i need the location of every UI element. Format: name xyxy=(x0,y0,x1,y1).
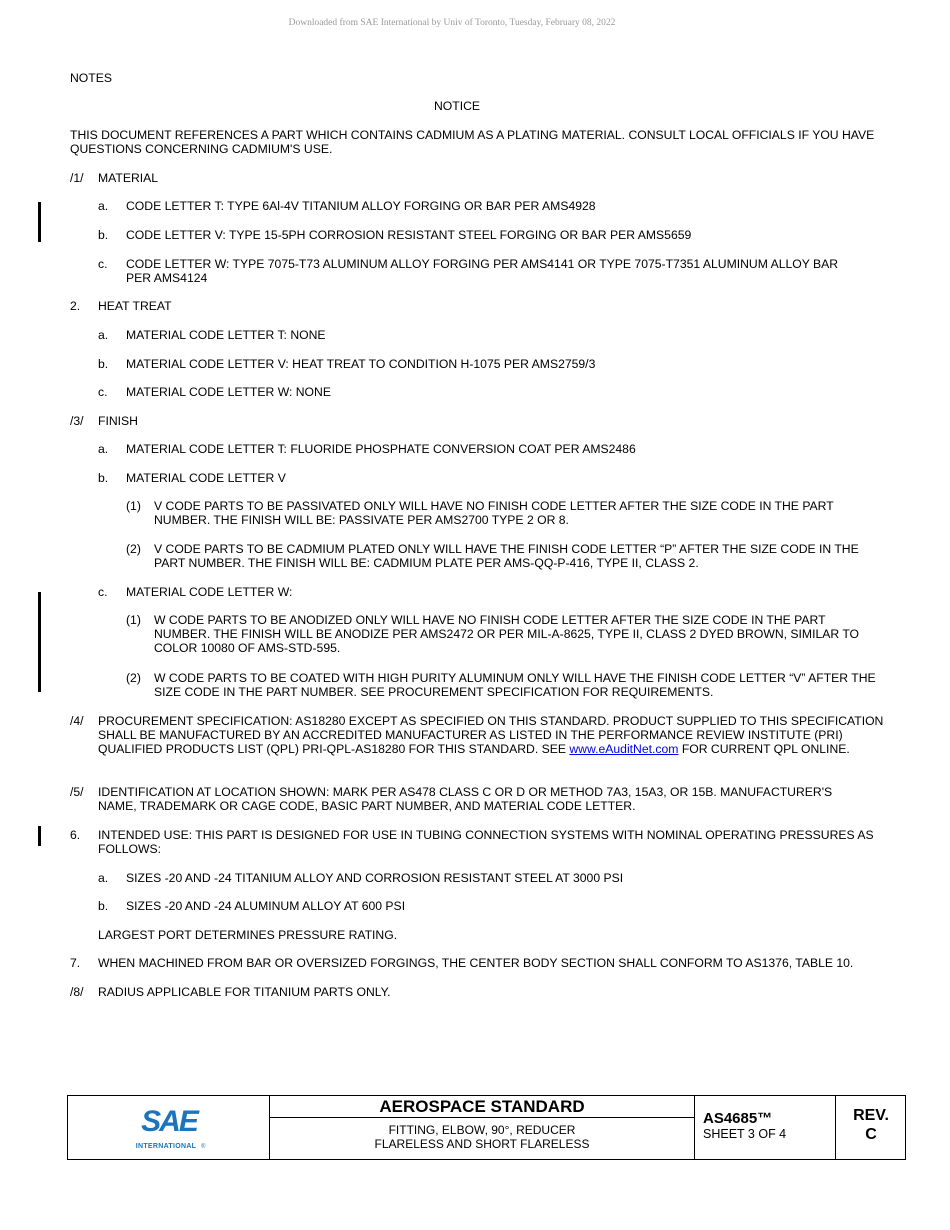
title-cell xyxy=(270,1096,695,1159)
note-text-part: PROCUREMENT SPECIFICATION: AS18280 EXCEPT AS SPECIFIED ON THIS STANDARD. PRODUCT SUPPLIED TO THIS SPECIFICATION SHALL BE MANUFACTURED BY AN ACCREDITED MANUFACTURER AS LISTED IN THE PERFORMANCE REVIEW INSTITUTE (PRI) QUALIFIED PRODUCTS LIST (QPL) PRI-QPL-AS18280 FOR THIS STANDARD. SEE xyxy=(98,714,884,757)
revision-change-bar xyxy=(38,592,41,692)
item-text: MATERIAL CODE LETTER W: xyxy=(126,585,293,599)
subitem-text: W CODE PARTS TO BE ANODIZED ONLY WILL HAVE NO FINISH CODE LETTER AFTER THE SIZE CODE IN THE PART NUMBER. THE FINISH WILL BE ANODIZE PER AMS2472 OR PER MIL-A-8625, TYPE II, CLASS 2 DYED BROWN, SIMILAR TO COLOR 10080 OF AMS-STD-595. xyxy=(154,613,860,656)
eauditnet-link[interactable]: www.eAuditNet.com xyxy=(569,742,679,757)
download-watermark: Downloaded from SAE International by Univ of Toronto, Tuesday, February 08, 2022 xyxy=(288,18,616,28)
sae-logo-wordmark: SAE xyxy=(141,1105,197,1138)
item-label: a. xyxy=(98,871,109,885)
item-text: MATERIAL CODE LETTER T: FLUORIDE PHOSPHATE CONVERSION COAT PER AMS2486 xyxy=(126,442,636,456)
subitem-label: (1) xyxy=(126,499,141,513)
item-label: a. xyxy=(98,199,109,213)
title-line: FLARELESS AND SHORT FLARELESS xyxy=(374,1137,590,1151)
title-line: FITTING, ELBOW, 90°, REDUCER xyxy=(388,1123,576,1137)
subitem-label: (2) xyxy=(126,671,141,685)
revision-label: REV. xyxy=(853,1107,889,1124)
sae-logo-subtitle: INTERNATIONAL xyxy=(135,1143,197,1150)
item-text: CODE LETTER V: TYPE 15-5PH CORROSION RESISTANT STEEL FORGING OR BAR PER AMS5659 xyxy=(126,228,692,242)
item-label: b. xyxy=(98,357,109,371)
title-block xyxy=(67,1095,906,1160)
subitem-text: V CODE PARTS TO BE CADMIUM PLATED ONLY WILL HAVE THE FINISH CODE LETTER “P” AFTER THE SIZE CODE IN THE PART NUMBER. THE FINISH WILL BE: CADMIUM PLATE PER AMS-QQ-P-416, TYPE II, CLASS 2. xyxy=(154,542,859,571)
item-text: MATERIAL CODE LETTER T: NONE xyxy=(126,328,326,342)
item-label: c. xyxy=(98,257,108,271)
note-marker: /8/ xyxy=(70,985,84,999)
document-number: AS4685™ xyxy=(703,1110,773,1127)
note-title: MATERIAL xyxy=(98,171,159,185)
item-text: MATERIAL CODE LETTER V: HEAT TREAT TO CONDITION H-1075 PER AMS2759/3 xyxy=(126,357,596,371)
note-marker: /1/ xyxy=(70,171,84,185)
note-text: IDENTIFICATION AT LOCATION SHOWN: MARK PER AS478 CLASS C OR D OR METHOD 7A3, 15A3, OR 15B. MANUFACTURER'S NAME, TRADEMARK OR CAGE CODE, BASIC PART NUMBER, AND MATERIAL CODE LETTER. xyxy=(98,785,833,814)
item-label: b. xyxy=(98,228,109,242)
registered-mark: ® xyxy=(201,1144,206,1150)
note-text xyxy=(98,714,893,757)
note-text: RADIUS APPLICABLE FOR TITANIUM PARTS ONLY. xyxy=(98,985,391,999)
notice-text: THIS DOCUMENT REFERENCES A PART WHICH CONTAINS CADMIUM AS A PLATING MATERIAL. CONSULT LOCAL OFFICIALS IF YOU HAVE QUESTIONS CONCERNING CADMIUM'S USE. xyxy=(70,128,875,157)
document-category: AEROSPACE STANDARD xyxy=(270,1096,694,1118)
note-marker: 7. xyxy=(70,956,81,970)
item-text: MATERIAL CODE LETTER V xyxy=(126,471,286,485)
sae-logo xyxy=(68,1096,270,1159)
note-title: FINISH xyxy=(98,414,138,428)
note-marker: /3/ xyxy=(70,414,84,428)
subitem-label: (2) xyxy=(126,542,141,556)
note-marker: /5/ xyxy=(70,785,84,799)
document-number-cell xyxy=(695,1096,836,1159)
revision-change-bar xyxy=(38,202,41,242)
item-label: a. xyxy=(98,442,109,456)
note-marker: 2. xyxy=(70,299,81,313)
item-label: b. xyxy=(98,899,109,913)
notice-heading: NOTICE xyxy=(433,99,481,113)
sheet-number: SHEET 3 OF 4 xyxy=(703,1127,787,1141)
item-text: MATERIAL CODE LETTER W: NONE xyxy=(126,385,331,399)
note-title: HEAT TREAT xyxy=(98,299,172,313)
notes-heading: NOTES xyxy=(70,71,112,85)
item-label: c. xyxy=(98,385,108,399)
subitem-label: (1) xyxy=(126,613,141,627)
note-text: WHEN MACHINED FROM BAR OR OVERSIZED FORGINGS, THE CENTER BODY SECTION SHALL CONFORM TO AS1376, TABLE 10. xyxy=(98,956,854,970)
note-footer: LARGEST PORT DETERMINES PRESSURE RATING. xyxy=(98,928,398,942)
item-text: SIZES -20 AND -24 ALUMINUM ALLOY AT 600 PSI xyxy=(126,899,406,913)
note-marker: /4/ xyxy=(70,714,84,728)
item-label: a. xyxy=(98,328,109,342)
revision-change-bar xyxy=(38,826,41,846)
sae-logo-cell xyxy=(68,1096,270,1159)
item-text: SIZES -20 AND -24 TITANIUM ALLOY AND CORROSION RESISTANT STEEL AT 3000 PSI xyxy=(126,871,624,885)
item-text: CODE LETTER W: TYPE 7075-T73 ALUMINUM ALLOY FORGING PER AMS4141 OR TYPE 7075-T7351 ALUMINUM ALLOY BAR PER AMS4124 xyxy=(126,257,839,286)
subitem-text: W CODE PARTS TO BE COATED WITH HIGH PURITY ALUMINUM ONLY WILL HAVE THE FINISH CODE LETTER “V” AFTER THE SIZE CODE IN THE PART NUMBER. SEE PROCUREMENT SPECIFICATION FOR REQUIREMENTS. xyxy=(154,671,876,700)
revision-value: C xyxy=(865,1126,877,1143)
item-label: b. xyxy=(98,471,109,485)
revision-cell xyxy=(836,1096,906,1159)
note-text-part: FOR CURRENT QPL ONLINE. xyxy=(678,742,850,757)
note-marker: 6. xyxy=(70,828,81,842)
document-title xyxy=(270,1123,694,1151)
note-text: INTENDED USE: THIS PART IS DESIGNED FOR USE IN TUBING CONNECTION SYSTEMS WITH NOMINAL OPERATING PRESSURES AS FOLLOWS: xyxy=(98,828,874,857)
item-text: CODE LETTER T: TYPE 6Al-4V TITANIUM ALLOY FORGING OR BAR PER AMS4928 xyxy=(126,199,596,213)
subitem-text: V CODE PARTS TO BE PASSIVATED ONLY WILL HAVE NO FINISH CODE LETTER AFTER THE SIZE CODE IN THE PART NUMBER. THE FINISH WILL BE: PASSIVATE PER AMS2700 TYPE 2 OR 8. xyxy=(154,499,834,528)
item-label: c. xyxy=(98,585,108,599)
